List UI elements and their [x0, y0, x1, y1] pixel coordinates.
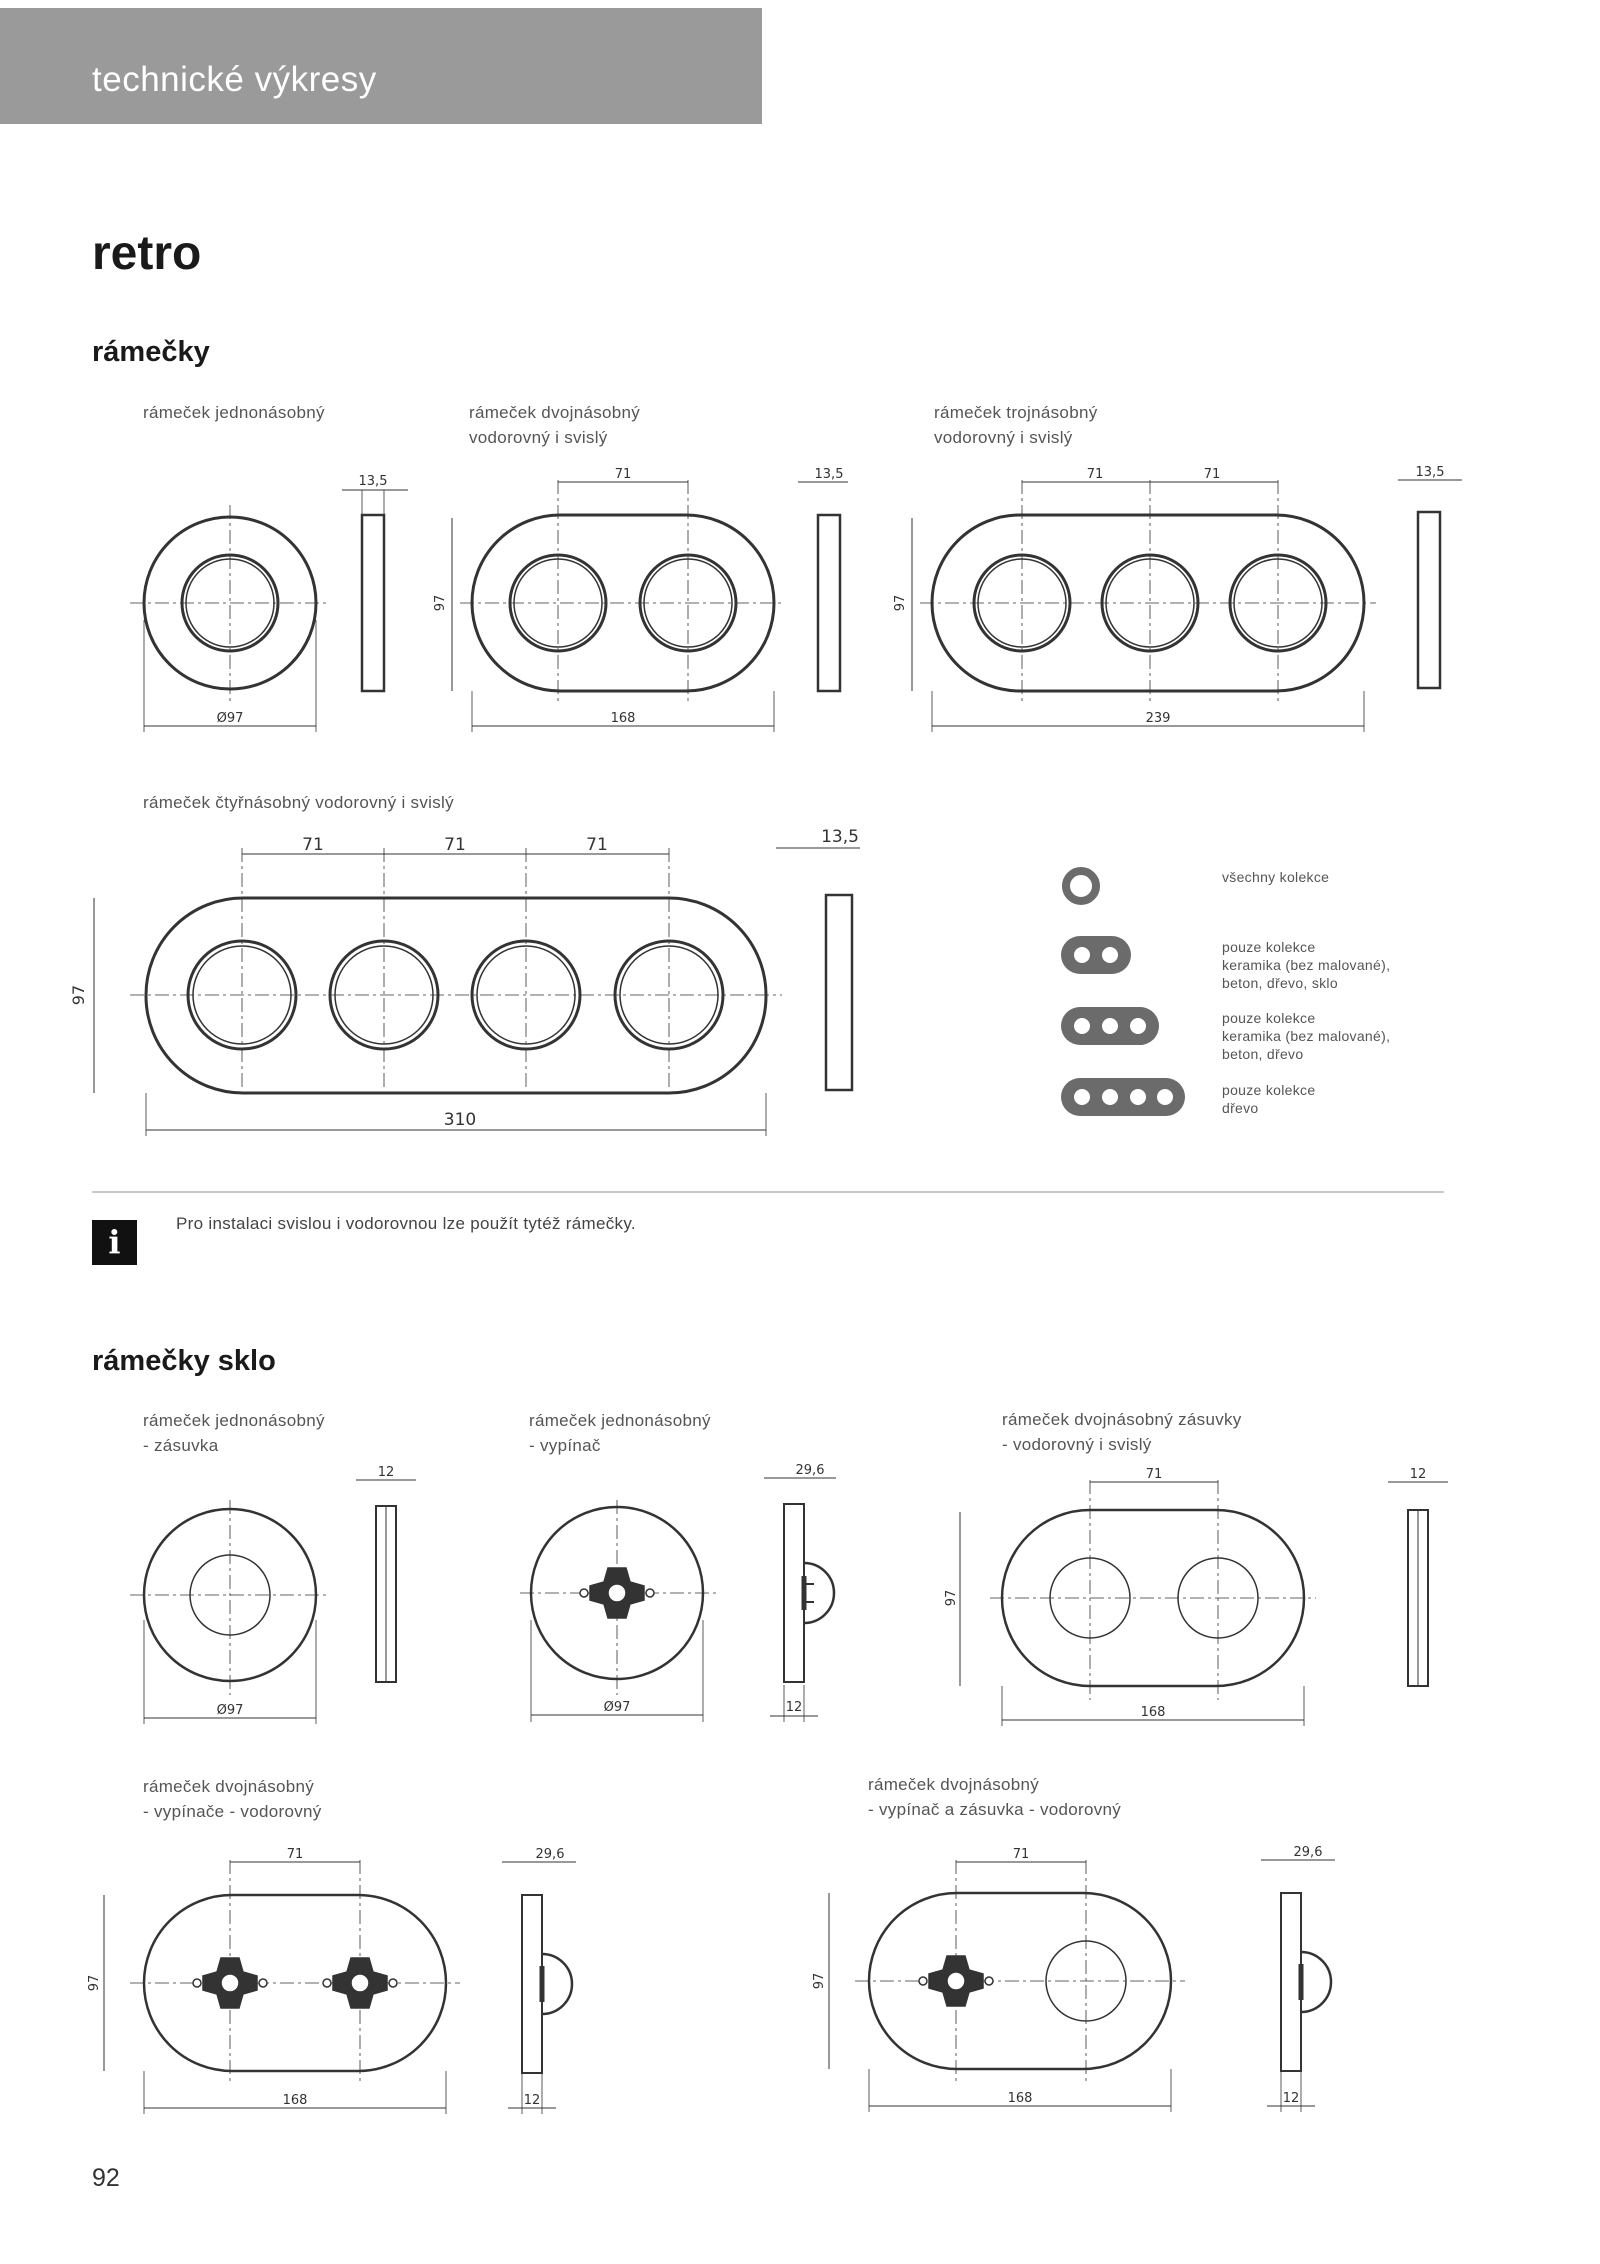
- drawing-glass-switch-socket: [812, 1840, 1355, 2120]
- caption-glass-double-socket: rámeček dvojnásobný zásuvky - vodorovný i svislý: [1002, 1410, 1242, 1454]
- dim-gdsw-depth: 29,6: [535, 1847, 565, 1862]
- drawing-glass-single-socket: [130, 1460, 420, 1730]
- legend-icons: [1058, 860, 1188, 1122]
- dim-gsw-diameter: Ø97: [603, 1700, 631, 1715]
- info-icon: i: [92, 1220, 137, 1265]
- dim-gds-thickness: 12: [1409, 1467, 1427, 1482]
- dim-double-spacing: 71: [614, 467, 632, 482]
- page-title: retro: [92, 227, 202, 280]
- caption-triple-frame: rámeček trojnásobný vodorovný i svislý: [934, 403, 1098, 447]
- drawing-glass-single-switch: [520, 1460, 850, 1730]
- caption-glass-single-socket: rámeček jednonásobný - zásuvka: [143, 1411, 325, 1455]
- dim-double-width: 168: [610, 711, 636, 726]
- dim-triple-spacing-1: 71: [1086, 467, 1104, 482]
- drawing-glass-double-socket: [944, 1460, 1450, 1730]
- legend-icon-single: [1066, 871, 1096, 901]
- dim-gds-height: 97: [944, 1589, 959, 1607]
- dim-gdsw-spacing: 71: [286, 1847, 304, 1862]
- dim-single-diameter: Ø97: [216, 711, 244, 726]
- dim-quad-width: 310: [443, 1110, 477, 1130]
- dim-gsw-thickness: 12: [785, 1700, 803, 1715]
- legend-text-2: pouze kolekce keramika (bez malované), beton, dřevo, sklo: [1222, 939, 1391, 991]
- dim-single-thickness: 13,5: [358, 474, 388, 489]
- caption-double-frame: rámeček dvojnásobný vodorovný i svislý: [469, 403, 641, 447]
- drawing-triple-frame: [890, 460, 1470, 740]
- caption-quadruple-frame: rámeček čtyřnásobný vodorovný i svislý: [143, 793, 454, 812]
- dim-gsws-spacing: 71: [1012, 1847, 1030, 1862]
- dim-gds-spacing: 71: [1145, 1467, 1163, 1482]
- dim-gds-width: 168: [1140, 1705, 1166, 1720]
- drawing-glass-double-switch: [87, 1840, 610, 2120]
- section-title-frames: rámečky: [92, 336, 210, 368]
- dim-gdsw-width: 168: [282, 2093, 308, 2108]
- dim-double-height: 97: [433, 594, 448, 612]
- dim-gdsw-thickness: 12: [523, 2093, 541, 2108]
- dim-triple-thickness: 13,5: [1415, 465, 1445, 480]
- caption-glass-single-switch: rámeček jednonásobný - vypínač: [529, 1411, 711, 1455]
- drawing-single-frame: [130, 460, 420, 740]
- dim-quad-spacing-1: 71: [302, 835, 324, 855]
- dim-gsw-depth: 29,6: [795, 1463, 825, 1478]
- legend-icon-double: [1061, 936, 1131, 974]
- legend-text-1: všechny kolekce: [1222, 869, 1330, 885]
- page-number: 92: [92, 2164, 120, 2192]
- dim-triple-height: 97: [893, 594, 908, 612]
- drawing-quadruple-frame: [70, 820, 870, 1150]
- dim-quad-height: 97: [69, 984, 88, 1006]
- caption-single-frame: rámeček jednonásobný: [143, 403, 325, 422]
- dim-triple-width: 239: [1145, 711, 1171, 726]
- dim-gsws-width: 168: [1007, 2091, 1033, 2106]
- dim-gss-thickness: 12: [377, 1465, 395, 1480]
- section-title-glass: rámečky sklo: [92, 1345, 276, 1377]
- dim-gdsw-height: 97: [87, 1974, 102, 1992]
- header-title: technické výkresy: [92, 60, 377, 99]
- drawing-double-frame: [430, 460, 850, 740]
- dim-gss-diameter: Ø97: [216, 1703, 244, 1718]
- dim-gsws-height: 97: [812, 1972, 827, 1990]
- dim-quad-spacing-2: 71: [444, 835, 466, 855]
- dim-quad-thickness: 13,5: [821, 827, 859, 847]
- dim-gsws-thickness: 12: [1282, 2091, 1300, 2106]
- caption-glass-switch-socket: rámeček dvojnásobný - vypínač a zásuvka - vodorovný: [868, 1775, 1122, 1819]
- info-text: Pro instalaci svislou i vodorovnou lze použít tytéž rámečky.: [176, 1214, 636, 1233]
- legend-text-4: pouze kolekce dřevo: [1222, 1082, 1316, 1116]
- dim-quad-spacing-3: 71: [586, 835, 608, 855]
- dim-double-thickness: 13,5: [814, 467, 844, 482]
- legend-text-3: pouze kolekce keramika (bez malované), beton, dřevo: [1222, 1010, 1391, 1062]
- dim-gsws-depth: 29,6: [1293, 1845, 1323, 1860]
- caption-glass-double-switch: rámeček dvojnásobný - vypínače - vodorovný: [143, 1777, 322, 1821]
- dim-triple-spacing-2: 71: [1203, 467, 1221, 482]
- section-divider: [92, 1191, 1444, 1193]
